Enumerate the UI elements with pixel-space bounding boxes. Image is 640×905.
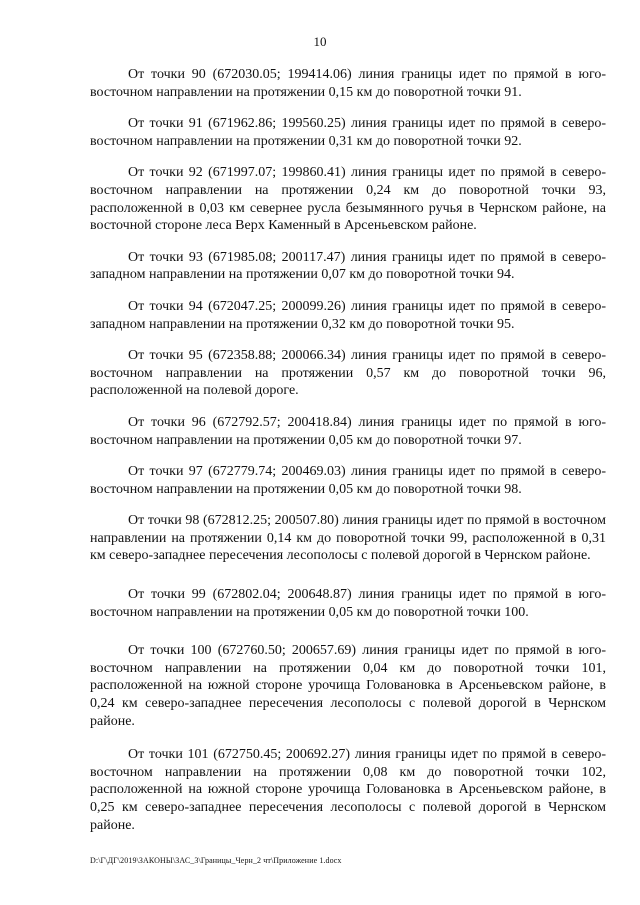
page-number: 10 — [313, 34, 327, 49]
paragraph-point-96: От точки 96 (672792.57; 200418.84) линия границы идет по прямой в юго-восточном направлении на протяжении 0,05 км до поворотной точки 97. — [90, 414, 606, 448]
paragraph-point-93: От точки 93 (671985.08; 200117.47) линия границы идет по прямой в северо-западном направлении на протяжении 0,07 км до поворотной точки 94. — [90, 249, 606, 283]
paragraph-point-90: От точки 90 (672030.05; 199414.06) линия границы идет по прямой в юго-восточном направлении на протяжении 0,15 км до поворотной точки 91. — [90, 67, 606, 100]
paragraph-point-91: От точки 91 (671962.86; 199560.25) линия границы идет по прямой в северо-восточном направлении на протяжении 0,31 км до поворотной точки 92. — [90, 116, 606, 149]
file-path-footer: D:\Г\ДГ\2019\ЗАКОНЫ\ЗАС_3\Границы_Черн_2 чт\Приложение 1.docx — [90, 856, 342, 865]
paragraph-point-97: От точки 97 (672779.74; 200469.03) линия границы идет по прямой в северо-восточном направлении на протяжении 0,05 км до поворотной точки 98. — [90, 464, 606, 497]
paragraph-point-99: От точки 99 (672802.04; 200648.87) линия границы идет по прямой в юго-восточном направлении на протяжении 0,05 км до поворотной точки 100. — [90, 587, 606, 620]
paragraph-point-98: От точки 98 (672812.25; 200507.80) линия границы идет по прямой в восточном направлении на протяжении 0,14 км до поворотной точки 99, расположенной в 0,31 км северо-западнее пересечения лесополосы с полевой дорогой в Чернском районе. — [90, 513, 606, 564]
paragraph-point-100: От точки 100 (672760.50; 200657.69) линия границы идет по прямой в юго-восточном направлении на протяжении 0,04 км до поворотной точки 101, расположенной на южной стороне урочища Головановка в Арсеньевском районе, в 0,24 км северо-западнее пересечения лесополосы с полевой дорогой в Чернском районе. — [90, 643, 606, 729]
paragraph-point-92: От точки 92 (671997.07; 199860.41) линия границы идет по прямой в северо-восточном направлении на протяжении 0,24 км до поворотной точки 93, расположенной в 0,03 км севернее русла безымянного ручья в Чернском районе, на восточной стороне леса Верх Каменный в Арсеньевском районе. — [90, 165, 606, 234]
paragraph-point-94: От точки 94 (672047.25; 200099.26) линия границы идет по прямой в северо-западном направлении на протяжении 0,32 км до поворотной точки 95. — [90, 298, 606, 332]
paragraph-point-101: От точки 101 (672750.45; 200692.27) линия границы идет по прямой в северо-восточном направлении на протяжении 0,08 км до поворотной точки 102, расположенной на южной стороне урочища Головановка в Арсеньевском районе, в 0,25 км северо-западнее пересечения лесополосы с полевой дорогой в Чернском районе. — [90, 747, 606, 833]
paragraph-point-95: От точки 95 (672358.88; 200066.34) линия границы идет по прямой в северо-восточном направлении на протяжении 0,57 км до поворотной точки 96, расположенной на полевой дороге. — [90, 348, 606, 399]
document-body — [90, 66, 606, 834]
